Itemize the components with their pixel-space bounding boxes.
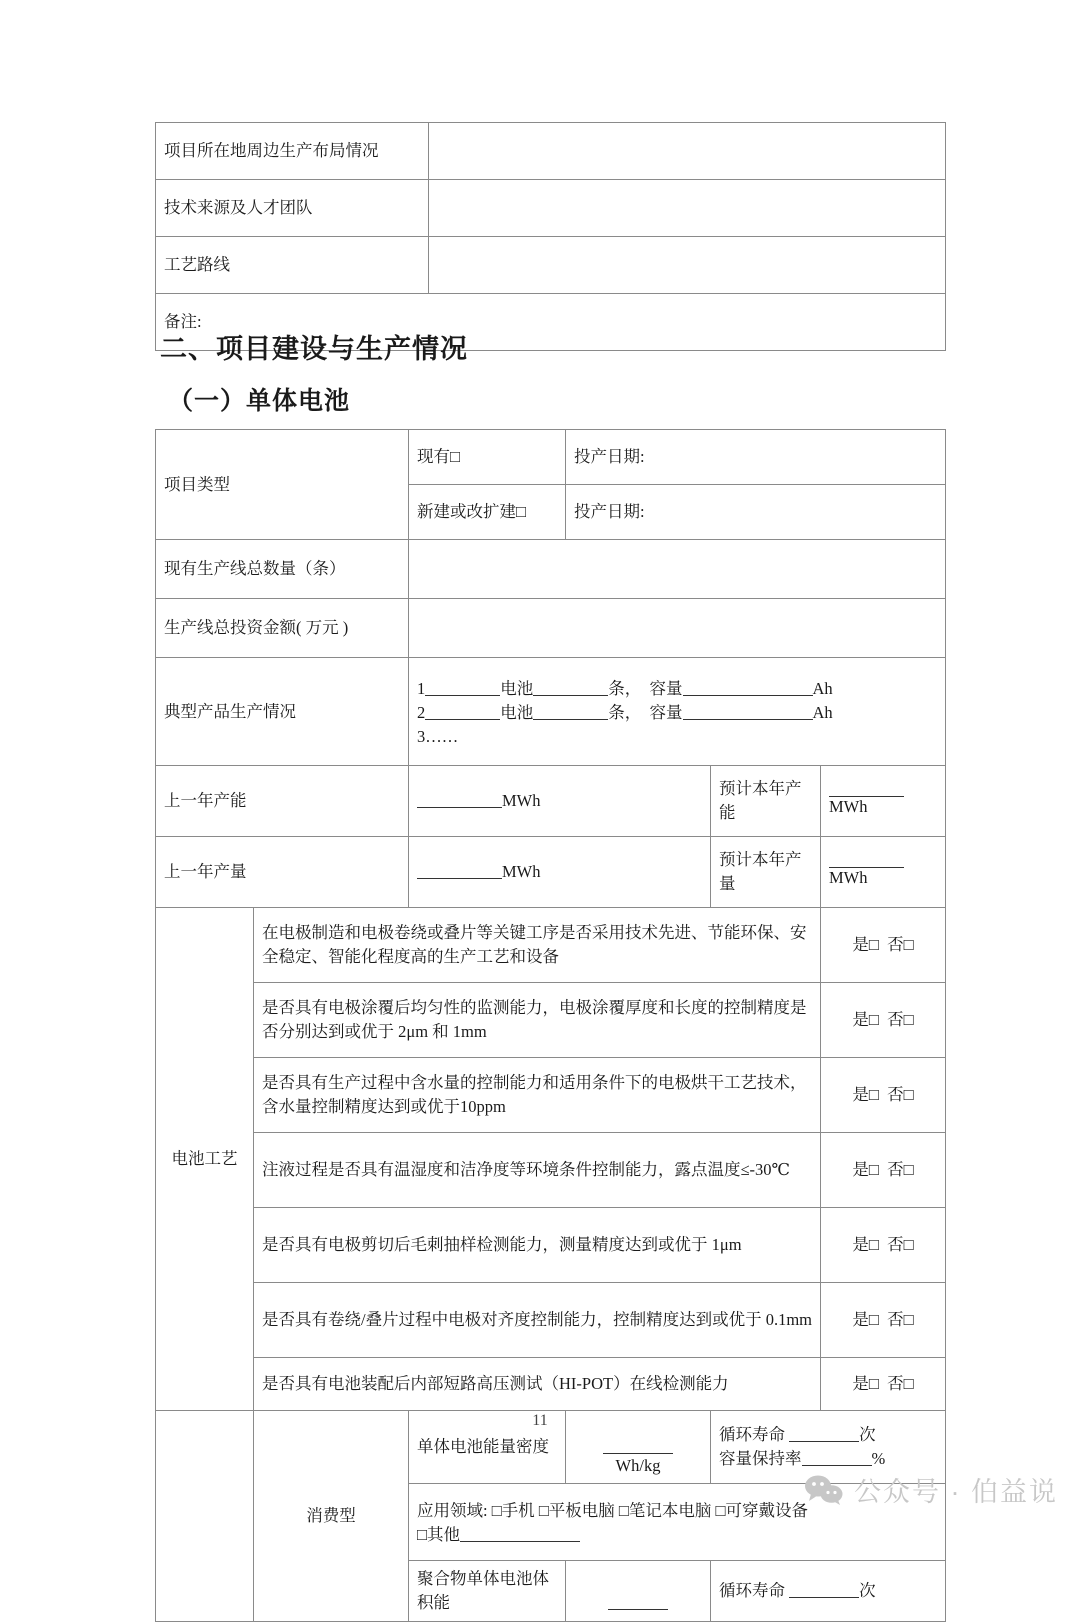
cell-output-this-year-value[interactable]: [821, 837, 946, 908]
cell-process-question-5: 是否具有电极剪切后毛刺抽样检测能力，测量精度达到或优于 1μm: [254, 1208, 821, 1283]
cell-process-answer-7[interactable]: [821, 1358, 946, 1411]
cell-polymer-volumetric-label: 聚合物单体电池体积能: [409, 1561, 566, 1622]
no-checkbox[interactable]: 否□: [887, 1374, 914, 1394]
no-checkbox[interactable]: 否□: [887, 1085, 914, 1105]
blank-fill[interactable]: [425, 679, 500, 697]
line-2-prefix: 2: [417, 703, 426, 723]
blank-fill[interactable]: [683, 679, 813, 697]
cell-process-question-4: 注液过程是否具有温湿度和洁净度等环境条件控制能力，露点温度≤-30℃: [254, 1133, 821, 1208]
cell-process-question-3: 是否具有生产过程中含水量的控制能力和适用条件下的电极烘干工艺技术，含水量控制精度达到或优于10ppm: [254, 1058, 821, 1133]
typical-product-line-3: 3……: [417, 726, 459, 746]
line-2-unit: Ah: [812, 703, 833, 723]
table-row-process-6: [156, 1283, 946, 1358]
row-label-process-route: 工艺路线: [156, 237, 429, 294]
table-row-process-1: [156, 908, 946, 983]
checkbox-tablet[interactable]: □平板电脑: [538, 1501, 615, 1521]
cell-process-answer-1[interactable]: [821, 908, 946, 983]
blank-fill[interactable]: [683, 703, 813, 721]
yes-checkbox[interactable]: 是□: [852, 1085, 879, 1105]
table-row-process-3: [156, 1058, 946, 1133]
cell-polymer-volumetric-value[interactable]: [566, 1561, 711, 1622]
no-checkbox[interactable]: 否□: [887, 1310, 914, 1330]
no-checkbox[interactable]: 否□: [887, 935, 914, 955]
table-single-cell-battery: [155, 429, 946, 1622]
line-2-capacity: 容量: [649, 703, 683, 723]
blank-fill[interactable]: [425, 703, 500, 721]
table-row-capacity-last-year: [156, 766, 946, 837]
cell-polymer-cycle-life[interactable]: [711, 1561, 946, 1622]
cell-process-question-2: 是否具有电极涂覆后均匀性的监测能力，电极涂覆厚度和长度的控制精度是否分别达到或优于 2μm 和 1mm: [254, 983, 821, 1058]
capacity-retention-row[interactable]: [719, 1447, 937, 1471]
cell-line-count-value[interactable]: [409, 540, 946, 599]
no-checkbox[interactable]: 否□: [887, 1160, 914, 1180]
yes-checkbox[interactable]: 是□: [852, 935, 879, 955]
yes-checkbox[interactable]: 是□: [852, 1160, 879, 1180]
polymer-cycle-life-label: 循环寿命: [719, 1580, 785, 1600]
line-1-battery: 电池: [500, 679, 534, 699]
heading-section-two: 二、项目建设与生产情况: [160, 334, 468, 364]
checkbox-wearable[interactable]: □可穿戴设备: [715, 1501, 808, 1521]
cell-process-question-7: 是否具有电池装配后内部短路高压测试（HI-POT）在线检测能力: [254, 1358, 821, 1411]
cell-consumer-type-label: 消费型: [254, 1411, 409, 1622]
cell-capacity-last-year-label: 上一年产能: [156, 766, 409, 837]
blank-fill[interactable]: [608, 1592, 668, 1610]
line-1-capacity: 容量: [649, 679, 683, 699]
table-row-output-last-year: [156, 837, 946, 908]
cell-typical-product-label: 典型产品生产情况: [156, 658, 409, 766]
cell-capacity-this-year-label: 预计本年产能: [711, 766, 821, 837]
blank-fill[interactable]: [533, 679, 608, 697]
line-2-count-unit: 条，: [608, 703, 642, 723]
table-row-line-count: [156, 540, 946, 599]
checkbox-phone[interactable]: □手机: [491, 1501, 535, 1521]
unit-mwh: MWh: [829, 868, 868, 888]
unit-mwh: MWh: [829, 797, 868, 817]
cell-process-answer-5[interactable]: [821, 1208, 946, 1283]
no-checkbox[interactable]: 否□: [887, 1010, 914, 1030]
cell-line-investment-value[interactable]: [409, 599, 946, 658]
cell-output-this-year-label: 预计本年产量: [711, 837, 821, 908]
capacity-retention-unit: %: [871, 1449, 886, 1468]
heading-subsection-one: （一）单体电池: [168, 387, 351, 415]
cell-battery-process-label: 电池工艺: [156, 908, 254, 1411]
cell-date-label-existing[interactable]: 投产日期:: [566, 430, 946, 485]
cell-process-answer-3[interactable]: [821, 1058, 946, 1133]
polymer-cycle-life-unit: 次: [859, 1580, 876, 1600]
row-value-tech-source-team[interactable]: [429, 180, 946, 237]
line-1-unit: Ah: [812, 679, 833, 699]
cell-capacity-this-year-value[interactable]: [821, 766, 946, 837]
cycle-life-unit: 次: [859, 1425, 876, 1445]
no-checkbox[interactable]: 否□: [887, 1235, 914, 1255]
cell-process-answer-2[interactable]: [821, 983, 946, 1058]
blank-fill[interactable]: [417, 791, 502, 809]
table-row: [156, 180, 946, 237]
blank-fill[interactable]: [802, 1449, 872, 1467]
blank-fill[interactable]: [829, 855, 904, 868]
cell-output-last-year-label: 上一年产量: [156, 837, 409, 908]
typical-product-line-1[interactable]: [417, 677, 937, 701]
row-value-process-route[interactable]: [429, 237, 946, 294]
cell-option-new-or-expansion[interactable]: 新建或改扩建□: [409, 485, 566, 540]
cell-typical-product-lines[interactable]: [409, 658, 946, 766]
table-row-typical-product: [156, 658, 946, 766]
row-label-remark[interactable]: 备注:: [156, 294, 946, 351]
table-row-process-2: [156, 983, 946, 1058]
cell-date-label-new[interactable]: 投产日期:: [566, 485, 946, 540]
table-row-line-investment: [156, 599, 946, 658]
yes-checkbox[interactable]: 是□: [852, 1310, 879, 1330]
capacity-retention-label: 容量保持率: [719, 1449, 802, 1468]
cell-capacity-last-year-value[interactable]: [409, 766, 711, 837]
cell-output-last-year-value[interactable]: [409, 837, 711, 908]
blank-fill[interactable]: [789, 1580, 859, 1598]
table-row: [156, 123, 946, 180]
cell-line-count-label: 现有生产线总数量（条）: [156, 540, 409, 599]
line-1-prefix: 1: [417, 679, 426, 699]
row-label-tech-source-team: 技术来源及人才团队: [156, 180, 429, 237]
cell-option-existing[interactable]: 现有□: [409, 430, 566, 485]
table-project-background: [155, 122, 946, 351]
blank-fill[interactable]: [417, 862, 502, 880]
watermark-text: 公众号 · 伯益说: [854, 1477, 1058, 1507]
line-1-count-unit: 条，: [608, 679, 642, 699]
table-row-process-5: [156, 1208, 946, 1283]
line-2-battery: 电池: [500, 703, 534, 723]
blank-fill[interactable]: [603, 1441, 673, 1454]
page-number: 11: [532, 1412, 548, 1429]
unit-wh-per-kg: Wh/kg: [615, 1456, 661, 1476]
table-row: [156, 237, 946, 294]
cell-process-answer-4[interactable]: [821, 1133, 946, 1208]
checkbox-other[interactable]: □其他: [417, 1525, 460, 1544]
yes-checkbox[interactable]: 是□: [852, 1374, 879, 1394]
yes-checkbox[interactable]: 是□: [852, 1235, 879, 1255]
row-value-surrounding-layout[interactable]: [429, 123, 946, 180]
cell-energy-density-label: 单体电池能量密度: [409, 1411, 566, 1484]
blank-fill[interactable]: [829, 784, 904, 797]
unit-mwh: MWh: [502, 862, 541, 882]
typical-product-line-2[interactable]: [417, 701, 937, 725]
checkbox-laptop[interactable]: □笔记本电脑: [618, 1501, 712, 1521]
blank-fill[interactable]: [533, 703, 608, 721]
cell-process-question-1: 在电极制造和电极卷绕或叠片等关键工序是否采用技术先进、节能环保、安全稳定、智能化程度高的生产工艺和设备: [254, 908, 821, 983]
table-row-process-4: [156, 1133, 946, 1208]
cell-project-type-label: 项目类型: [156, 430, 409, 540]
table-row-process-7: [156, 1358, 946, 1411]
row-label-surrounding-layout: 项目所在地周边生产布局情况: [156, 123, 429, 180]
cell-process-question-6: 是否具有卷绕/叠片过程中电极对齐度控制能力，控制精度达到或优于 0.1mm: [254, 1283, 821, 1358]
yes-checkbox[interactable]: 是□: [852, 1010, 879, 1030]
wechat-icon: [804, 1474, 844, 1506]
blank-fill[interactable]: [460, 1525, 580, 1543]
cell-line-investment-label: 生产线总投资金额( 万元 ): [156, 599, 409, 658]
cycle-life-label: 循环寿命: [719, 1425, 785, 1445]
cell-consumer-type-spacer: [156, 1411, 254, 1622]
unit-mwh: MWh: [502, 791, 541, 811]
table-row-project-type-existing: [156, 430, 946, 485]
application-label: 应用领域:: [417, 1501, 488, 1521]
cell-process-answer-6[interactable]: [821, 1283, 946, 1358]
watermark: [804, 1470, 1058, 1509]
